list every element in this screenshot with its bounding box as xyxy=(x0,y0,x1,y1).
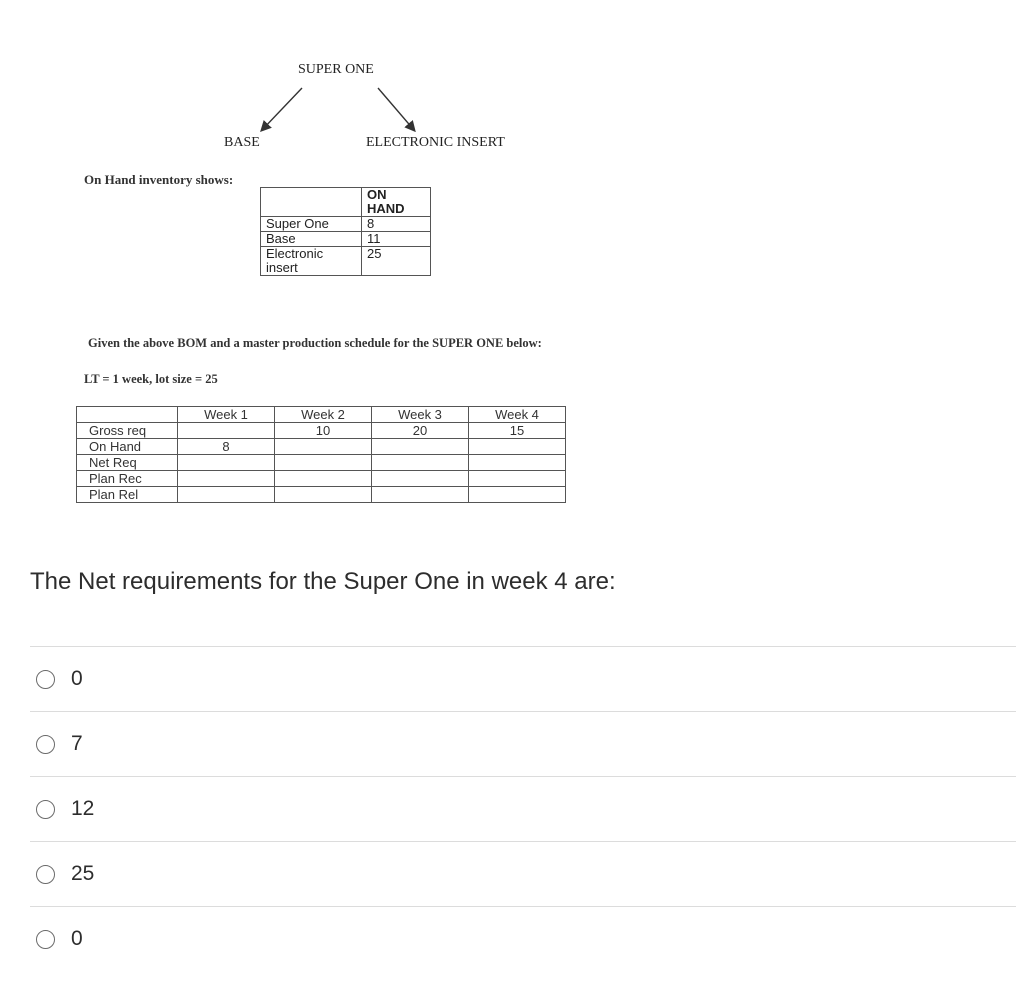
answer-option-5[interactable] xyxy=(36,907,1016,971)
bom-arrows xyxy=(0,0,1024,200)
bom-parent-label: SUPER ONE xyxy=(298,62,374,77)
table-cell: 10 xyxy=(275,423,372,439)
table-cell: 8 xyxy=(362,217,431,232)
table-cell xyxy=(372,455,469,471)
table-row xyxy=(77,439,566,455)
table-cell: 11 xyxy=(362,232,431,247)
table-row xyxy=(261,188,431,217)
table-cell xyxy=(261,247,362,276)
answer-option-label: 7 xyxy=(71,732,83,755)
table-cell xyxy=(77,407,178,423)
table-cell xyxy=(178,455,275,471)
table-row-label: Gross req xyxy=(77,423,178,439)
table-cell xyxy=(178,471,275,487)
table-row xyxy=(77,455,566,471)
table-cell xyxy=(469,487,566,503)
bom-arrow-left xyxy=(262,88,302,130)
radio-button[interactable] xyxy=(36,735,55,754)
mps-table xyxy=(76,406,566,503)
table-row xyxy=(77,471,566,487)
bom-arrow-right xyxy=(378,88,414,130)
table-cell xyxy=(261,188,362,217)
radio-button[interactable] xyxy=(36,800,55,819)
table-row xyxy=(77,423,566,439)
given-text: Given the above BOM and a master production schedule for the SUPER ONE below: xyxy=(88,336,542,350)
table-cell-line: insert xyxy=(266,260,298,275)
bom-child-electronic-insert: ELECTRONIC INSERT xyxy=(366,135,505,150)
table-cell xyxy=(469,455,566,471)
answer-option-2[interactable] xyxy=(36,712,1016,776)
table-cell xyxy=(372,471,469,487)
answer-option-label: 0 xyxy=(71,667,83,690)
table-row xyxy=(77,487,566,503)
table-cell: 25 xyxy=(362,247,431,276)
table-header-week: Week 4 xyxy=(469,407,566,423)
table-row xyxy=(261,217,431,232)
table-cell: 15 xyxy=(469,423,566,439)
lt-text: LT = 1 week, lot size = 25 xyxy=(84,372,218,386)
answer-option-3[interactable] xyxy=(36,777,1016,841)
table-cell: 20 xyxy=(372,423,469,439)
table-cell xyxy=(275,455,372,471)
table-cell xyxy=(178,487,275,503)
on-hand-table xyxy=(260,187,431,276)
on-hand-label: On Hand inventory shows: xyxy=(84,172,234,187)
radio-button[interactable] xyxy=(36,930,55,949)
table-cell xyxy=(275,471,372,487)
table-row xyxy=(261,247,431,276)
table-row xyxy=(77,407,566,423)
table-cell xyxy=(372,487,469,503)
bom-child-base: BASE xyxy=(224,135,260,150)
table-header-line: ON xyxy=(367,187,387,202)
table-row xyxy=(261,232,431,247)
answer-option-4[interactable] xyxy=(36,842,1016,906)
table-cell: Base xyxy=(261,232,362,247)
table-row-label: Net Req xyxy=(77,455,178,471)
table-header-week: Week 3 xyxy=(372,407,469,423)
table-cell: Super One xyxy=(261,217,362,232)
table-header-on-hand xyxy=(362,188,431,217)
table-cell xyxy=(275,487,372,503)
answer-option-1[interactable] xyxy=(36,647,1016,711)
answer-option-label: 12 xyxy=(71,797,95,820)
table-cell: 8 xyxy=(178,439,275,455)
table-cell-line: Electronic xyxy=(266,246,324,261)
answer-option-label: 25 xyxy=(71,862,95,885)
table-cell xyxy=(469,439,566,455)
table-row-label: On Hand xyxy=(77,439,178,455)
table-cell xyxy=(178,423,275,439)
radio-button[interactable] xyxy=(36,670,55,689)
table-cell xyxy=(372,439,469,455)
radio-button[interactable] xyxy=(36,865,55,884)
table-header-week: Week 2 xyxy=(275,407,372,423)
table-header-week: Week 1 xyxy=(178,407,275,423)
table-row-label: Plan Rel xyxy=(77,487,178,503)
table-header-line: HAND xyxy=(367,201,405,216)
table-row-label: Plan Rec xyxy=(77,471,178,487)
table-cell xyxy=(469,471,566,487)
table-cell xyxy=(275,439,372,455)
question-text: The Net requirements for the Super One in week 4 are: xyxy=(30,568,616,595)
answer-option-label: 0 xyxy=(71,927,83,950)
